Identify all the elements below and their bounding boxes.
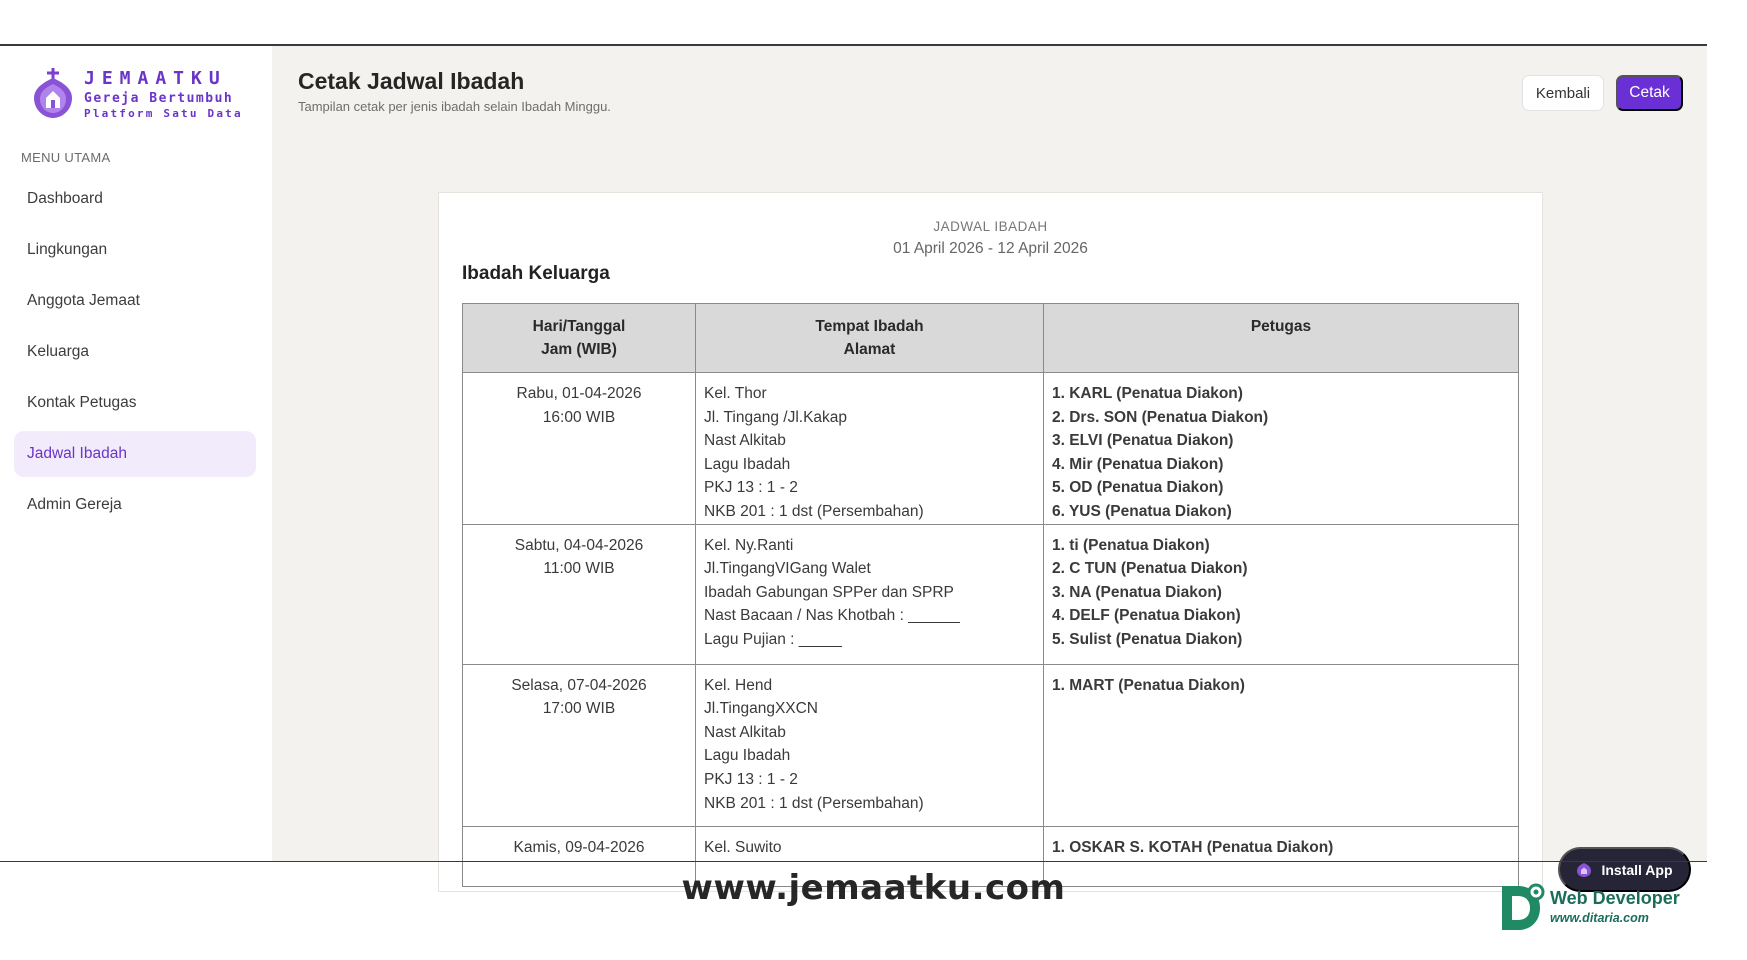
place-line: Kel. Suwito <box>704 838 782 856</box>
date-cell <box>463 664 696 826</box>
officers-cell <box>1044 373 1519 525</box>
place-line: Jl.TingangVIGang Walet <box>704 560 871 578</box>
date-cell <box>463 373 696 525</box>
sidebar-item-jadwal-ibadah[interactable]: Jadwal Ibadah <box>14 431 256 477</box>
officer-line: 2. C TUN (Penatua Diakon) <box>1052 560 1248 578</box>
brand-tagline: Platform Satu Data <box>84 106 243 120</box>
officer-line: 4. DELF (Penatua Diakon) <box>1052 607 1241 625</box>
print-document <box>438 192 1543 892</box>
header-label: Tempat Ibadah <box>815 318 924 335</box>
place-line: Nast Alkitab <box>704 723 786 741</box>
place-line: NKB 201 : 1 dst (Persembahan) <box>704 794 924 812</box>
menu-heading: MENU UTAMA <box>21 150 111 165</box>
header-label: Petugas <box>1250 318 1312 335</box>
officers-cell <box>1044 524 1519 664</box>
sidebar-menu <box>14 176 256 533</box>
place-line: Lagu Pujian : _____ <box>704 630 842 648</box>
section-title: Ibadah Keluarga <box>462 263 610 284</box>
officers-cell <box>1044 664 1519 826</box>
place-line: PKJ 13 : 1 - 2 <box>704 479 798 497</box>
bottom-border <box>0 861 1707 862</box>
officer-line: 1. OSKAR S. KOTAH (Penatua Diakon) <box>1052 838 1334 856</box>
place-line: Kel. Thor <box>704 385 767 402</box>
brand-subtitle: Gereja Bertumbuh <box>84 90 234 106</box>
place-cell <box>696 664 1044 826</box>
sidebar-item-admin-gereja[interactable]: Admin Gereja <box>27 496 122 513</box>
place-line: Jl.TingangXXCN <box>704 700 819 718</box>
document-label: JADWAL IBADAH <box>933 219 1048 234</box>
table-row <box>463 524 1519 664</box>
date-cell <box>463 524 696 664</box>
row-day: Rabu, 01-04-2026 <box>516 385 642 402</box>
place-cell <box>696 373 1044 525</box>
place-line: Jl. Tingang /Jl.Kakap <box>704 408 848 426</box>
row-day: Selasa, 07-04-2026 <box>511 676 647 694</box>
place-cell <box>696 524 1044 664</box>
column-header-date <box>463 304 696 373</box>
row-time: 11:00 WIB <box>543 560 615 578</box>
brand-logo[interactable] <box>32 68 243 120</box>
page-subtitle: Tampilan cetak per jenis ibadah selain Ibadah Minggu. <box>298 99 611 114</box>
place-line: Lagu Ibadah <box>704 455 791 473</box>
app-window <box>0 46 1707 878</box>
sidebar-item-anggota-jemaat[interactable]: Anggota Jemaat <box>27 292 140 309</box>
developer-site: www.ditaria.com <box>1550 910 1649 925</box>
place-line: Ibadah Gabungan SPPer dan SPRP <box>704 583 954 601</box>
page-title: Cetak Jadwal Ibadah <box>298 68 525 94</box>
footer-website-url: www.jemaatku.com <box>681 868 1066 908</box>
place-line: NKB 201 : 1 dst (Persembahan) <box>704 502 924 520</box>
officer-line: 5. Sulist (Penatua Diakon) <box>1052 630 1243 648</box>
print-button[interactable]: Cetak <box>1616 75 1683 111</box>
church-logo-icon <box>32 68 74 120</box>
place-line: PKJ 13 : 1 - 2 <box>704 770 798 788</box>
place-line: Kel. Hend <box>704 676 773 694</box>
place-line: Lagu Ibadah <box>704 747 791 765</box>
row-day: Kamis, 09-04-2026 <box>513 838 645 856</box>
place-line: Nast Bacaan / Nas Khotbah : ______ <box>704 607 960 625</box>
row-day: Sabtu, 04-04-2026 <box>514 536 644 554</box>
table-row <box>463 373 1519 525</box>
officer-line: 4. Mir (Penatua Diakon) <box>1052 455 1224 473</box>
developer-title: Web Developer <box>1550 888 1680 909</box>
column-header-place <box>696 304 1044 373</box>
table-header-row <box>463 304 1519 373</box>
date-range: 01 April 2026 - 12 April 2026 <box>893 240 1088 257</box>
main-content <box>272 46 1707 861</box>
place-line: Nast Alkitab <box>704 432 786 450</box>
developer-badge <box>1496 880 1680 934</box>
schedule-table <box>462 303 1519 887</box>
officer-line: 6. YUS (Penatua Diakon) <box>1052 502 1232 520</box>
brand-title: JEMAATKU <box>84 67 227 89</box>
back-button[interactable]: Kembali <box>1522 75 1604 111</box>
officer-line: 1. ti (Penatua Diakon) <box>1052 536 1210 554</box>
header-label: Jam (WIB) <box>541 341 617 358</box>
table-row <box>463 664 1519 826</box>
sidebar-item-lingkungan[interactable]: Lingkungan <box>27 241 108 258</box>
row-time: 17:00 WIB <box>542 700 616 718</box>
officer-line: 3. ELVI (Penatua Diakon) <box>1052 432 1234 450</box>
place-line: Kel. Ny.Ranti <box>704 536 794 554</box>
install-app-label: Install App <box>1601 861 1673 878</box>
sidebar <box>0 46 272 861</box>
sidebar-item-keluarga[interactable]: Keluarga <box>27 343 90 360</box>
row-time: 16:00 WIB <box>542 408 616 426</box>
column-header-officers <box>1044 304 1519 373</box>
sidebar-item-dashboard[interactable]: Dashboard <box>27 190 103 207</box>
officer-line: 1. KARL (Penatua Diakon) <box>1052 385 1243 402</box>
header-label: Alamat <box>843 341 896 358</box>
officer-line: 3. NA (Penatua Diakon) <box>1052 583 1222 601</box>
sidebar-item-kontak-petugas[interactable]: Kontak Petugas <box>27 394 137 411</box>
developer-logo-icon <box>1496 880 1546 934</box>
officer-line: 2. Drs. SON (Penatua Diakon) <box>1052 408 1269 426</box>
header-label: Hari/Tanggal <box>532 318 626 335</box>
officer-line: 5. OD (Penatua Diakon) <box>1052 479 1224 497</box>
officer-line: 1. MART (Penatua Diakon) <box>1052 676 1245 694</box>
